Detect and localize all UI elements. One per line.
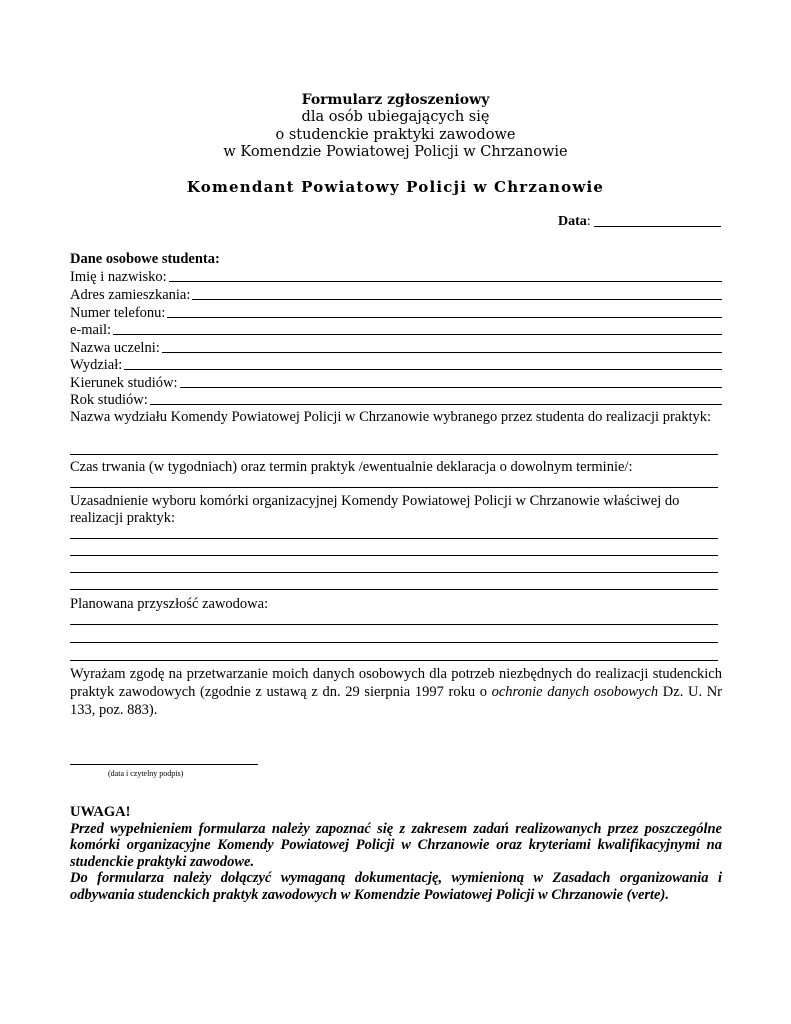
field-major[interactable] [70,375,722,392]
answer-line[interactable] [70,624,718,625]
consent-act-name: ochronie danych osobowych [491,684,659,700]
field-year[interactable] [70,392,722,409]
field-blank[interactable] [192,287,722,300]
question-duration: Czas trwania (w tygodniach) oraz termin praktyk /ewentualnie deklaracja o dowolnym terminie/: [70,459,633,475]
question-future-career: Planowana przyszłość zawodowa: [70,596,269,612]
field-address[interactable] [70,287,722,304]
field-label: e-mail: [70,322,112,338]
answer-line[interactable] [70,589,718,590]
consent-citation: Dz. U. Nr 133, poz. 883). [70,684,722,718]
field-blank[interactable] [113,322,722,335]
form-subtitle-line-3: w Komendzie Powiatowej Policji w Chrzanowie [223,144,568,160]
form-title: Formularz zgłoszeniowy [301,92,490,108]
answer-line[interactable] [70,572,718,573]
field-label: Wydział: [70,357,123,373]
date-colon: : [586,214,595,229]
field-label: Kierunek studiów: [70,375,178,391]
form-subtitle-line-2: o studenckie praktyki zawodowe [275,126,516,143]
question-justification: Uzasadnienie wyboru komórki organizacyjnej Komendy Powiatowej Policji w Chrzanowie właściwej do realizacji praktyk: [70,493,680,526]
field-phone[interactable] [70,305,722,322]
answer-line[interactable] [70,454,718,455]
answer-line[interactable] [70,555,718,556]
answer-line[interactable] [70,487,718,488]
recipient-heading: Komendant Powiatowy Policji w Chrzanowie [186,178,605,196]
field-label: Adres zamieszkania: [70,287,191,303]
notice-paragraph-1: Przed wypełnieniem formularza należy zapoznać się z zakresem zadań realizowanych przez poszczególne komórki organizacyjne Komendy Powiatowej Policji w Chrzanowie oraz kryteriami kwalifikacyjnymi na studenckie praktyki zawodowe. [70,820,722,870]
field-university[interactable] [70,340,722,357]
date-label: Data [558,214,587,229]
date-blank[interactable] [594,226,721,227]
signature-line[interactable] [70,764,258,765]
field-label: Numer telefonu: [70,305,166,321]
field-full-name[interactable] [70,269,722,286]
field-blank[interactable] [150,392,722,405]
answer-line[interactable] [70,660,718,661]
notice-paragraph-2: Do formularza należy dołączyć wymaganą dokumentację, wymienioną w Zasadach organizowania i odbywania studenckich praktyk zawodowych w Komendzie Powiatowej Policji w Chrzanowie (verte). [70,870,722,903]
personal-data-heading: Dane osobowe studenta: [70,251,220,267]
field-label: Nazwa uczelni: [70,340,160,356]
field-email[interactable] [70,322,722,339]
answer-line[interactable] [70,642,718,643]
field-blank[interactable] [162,340,722,353]
question-department: Nazwa wydziału Komendy Powiatowej Policji w Chrzanowie wybranego przez studenta do realizacji praktyk: [70,409,712,425]
field-blank[interactable] [124,357,722,370]
field-blank[interactable] [167,305,722,318]
field-blank[interactable] [180,375,722,388]
notice-box [70,804,722,903]
answer-line[interactable] [70,538,718,539]
field-label: Imię i nazwisko: [70,269,167,285]
notice-title: UWAGA! [70,804,131,820]
field-faculty[interactable] [70,357,722,374]
field-blank[interactable] [169,269,722,282]
signature-caption: (data i czytelny podpis) [108,769,184,778]
form-subtitle-line-1: dla osób ubiegających się [301,109,490,125]
consent-statement [70,665,722,719]
date-field[interactable] [558,214,721,230]
field-label: Rok studiów: [70,392,148,408]
consent-text: Wyrażam zgodę na przetwarzanie moich danych osobowych dla potrzeb niezbędnych do realizacji studenckich praktyk zawodowych (zgodnie z ustawą z dn. 29 sierpnia 1997 roku o [70,666,722,700]
form-header [0,92,791,162]
